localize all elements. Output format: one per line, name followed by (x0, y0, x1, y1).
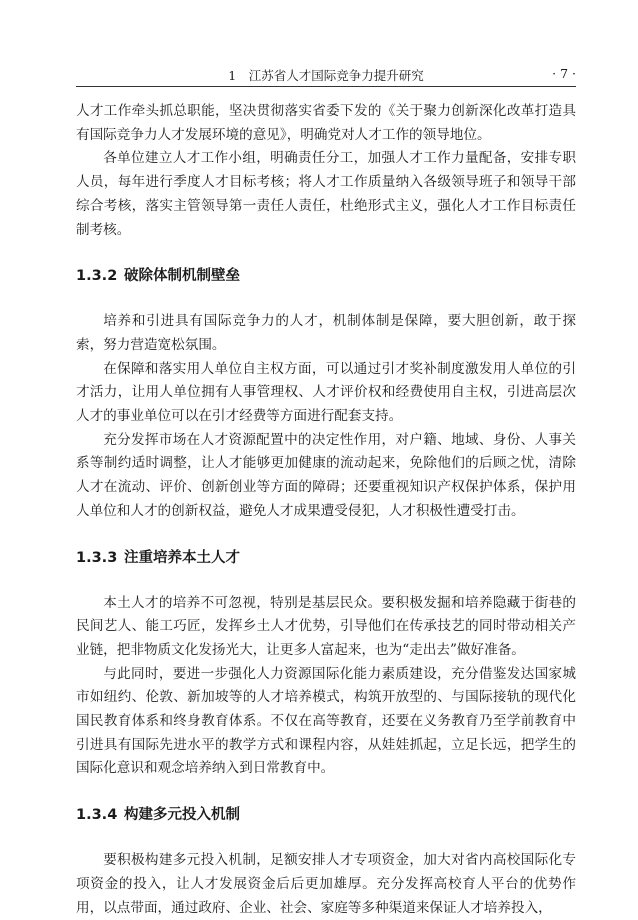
section-number: 1.3.4 (76, 807, 118, 824)
section-title: 破除体制机制壁垒 (124, 268, 240, 285)
section-title: 注重培养本土人才 (124, 549, 240, 566)
page-body (76, 100, 576, 920)
section-heading-1-3-4 (76, 803, 576, 827)
running-header-title: 1 江苏省人才国际竞争力提升研究 (228, 68, 424, 83)
running-header (76, 64, 576, 87)
section-heading-1-3-3 (76, 546, 576, 570)
section-title: 构建多元投入机制 (124, 807, 240, 824)
paragraph: 各单位建立人才工作小组，明确责任分工，加强人才工作力量配备，安排专职人员，每年进行季度人才目标考核；将人才工作质量纳入各级领导班子和领导干部综合考核，落实主管领导第一责任人责任，杜绝形式主义，强化人才工作目标责任制考核。 (76, 150, 576, 238)
section-number: 1.3.2 (76, 268, 118, 285)
page-number: · 7 · (552, 66, 576, 81)
section-number: 1.3.3 (76, 549, 118, 566)
paragraph: 与此同时，要进一步强化人力资源国际化能力素质建设，充分借鉴发达国家城市如纽约、伦敦、新加坡等的人才培养模式，构筑开放型的、与国际接轨的现代化国民教育体系和终身教育体系。不仅在高等教育，还要在义务教育乃至学前教育中引进具有国际先进水平的教学方式和课程内容，从娃娃抓起，立足长远，把学生的国际化意识和观念培养纳入到日常教育中。 (76, 665, 576, 777)
paragraph: 充分发挥市场在人才资源配置中的决定性作用，对户籍、地域、身份、人事关系等制约适时调整，让人才能够更加健康的流动起来，免除他们的后顾之忧，清除人才在流动、评价、创新创业等方面的障碍；还要重视知识产权保护体系，保护用人单位和人才的创新权益，避免人才成果遭受侵犯，人才积极性遭受打击。 (76, 431, 576, 519)
paragraph: 要积极构建多元投入机制，足额安排人才专项资金，加大对省内高校国际化专项资金的投入，让人才发展资金后后更加雄厚。充分发挥高校育人平台的优势作用，以点带面，通过政府、企业、社会、家庭等多种渠道来保证人才培养投入， (76, 852, 576, 916)
paragraph: 培养和引进具有国际竞争力的人才，机制体制是保障，要大胆创新，敢于探索，努力营造宽松氛围。 (76, 313, 576, 353)
paragraph: 人才工作牵头抓总职能，坚决贯彻落实省委下发的《关于聚力创新深化改革打造具有国际竞争力人才发展环境的意见》，明确党对人才工作的领导地位。 (76, 103, 576, 143)
paragraph: 在保障和落实用人单位自主权方面，可以通过引才奖补制度激发用人单位的引才活力，让用人单位拥有人事管理权、人才评价权和经费使用自主权，引进高层次人才的事业单位可以在引才经费等方面进行配套支持。 (76, 360, 576, 425)
paragraph: 本土人才的培养不可忽视，特别是基层民众。要积极发掘和培养隐藏于街巷的民间艺人、能工巧匠，发挥乡土人才优势，引导他们在传承技艺的同时带动相关产业链，把非物质文化发扬光大，让更多人富起来，也为“走出去”做好准备。 (76, 594, 576, 658)
section-heading-1-3-2 (76, 264, 576, 288)
